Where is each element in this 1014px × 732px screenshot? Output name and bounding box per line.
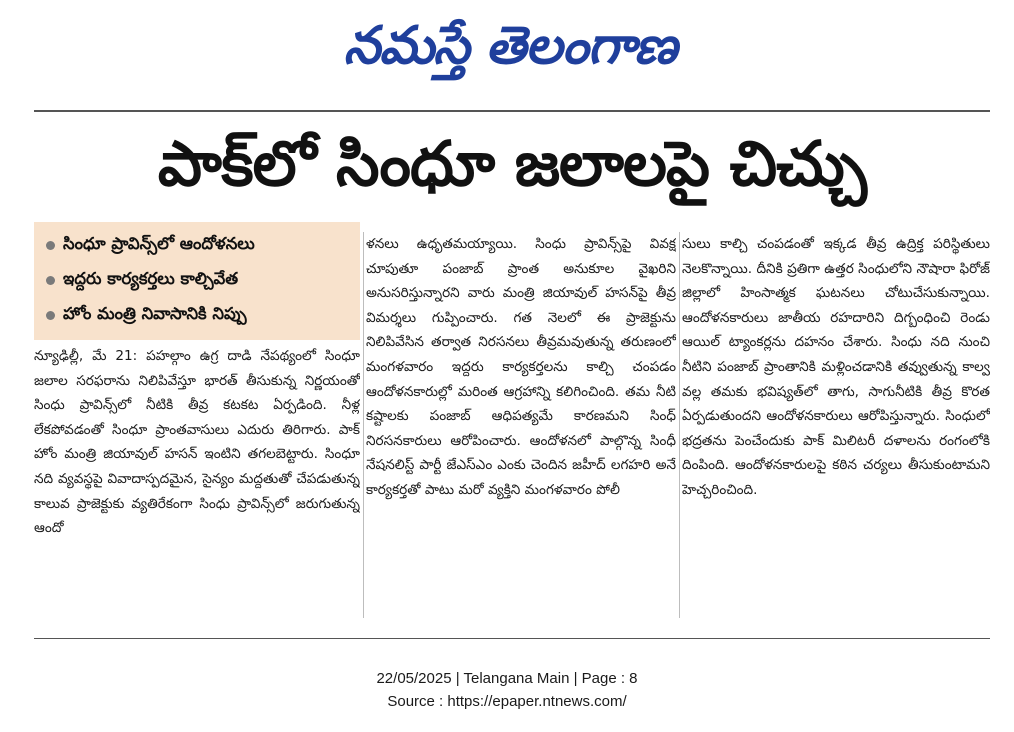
bullet-icon [46,276,55,285]
bullet-icon [46,241,55,250]
top-divider [34,110,990,112]
article-text: సులు కాల్చి చంపడంతో ఇక్కడ తీవ్ర ఉద్రిక్త పరిస్థితులు నెలకొన్నాయి. దీనికి ప్రతిగా ఉత్తర సింధులోని నౌషారా ఫిరోజ్ జిల్లాలో హింసాత్మక ఘటనలు చోటుచేసుకున్నాయి. ఆందోళనకారులు జాతీయ రహదారిని దిగ్బంధించి రెండు ఆయిల్ ట్యాంకర్లను దహనం చేశారు. సింధు నది నుంచి నీటిని పంజాబ్ ప్రాంతానికి మళ్లించడానికి తవ్వుతున్న కాల్వ వల్ల తమకు భవిష్యత్‌లో తాగు, సాగునీటికి తీవ్ర కొరత ఏర్పడుతుందని ఆందోళనకారులు ఆరోపిస్తున్నారు. సింధులో భద్రతను పెంచేందుకు పాక్ మిలిటరీ దళాలను రంగంలోకి దింపింది. ఆందోళనకారులపై కఠిన చర్యలు తీసుకుంటామని హెచ్చరించింది. [682,236,990,498]
highlight-item [42,263,352,298]
masthead-logo: నమస్తే తెలంగాణ [343,15,677,76]
highlights-box [34,222,360,340]
footer-source: Source : https://epaper.ntnews.com/ [387,693,627,710]
column-divider [363,232,364,618]
article-text: ళనలు ఉధృతమయ్యాయి. సింధు ప్రావిన్స్‌పై వివక్ష చూపుతూ పంజాబ్ ప్రాంత అనుకూల వైఖరిని అనుసరిస్తున్నారని వారు మంత్రి జియావుల్ హసన్‌పై తీవ్ర విమర్శలు గుప్పించారు. గత నెలలో ఈ ప్రాజెక్టును నిలిపివేసిన తర్వాత నిరసనలు తీవ్రమవుతున్న తరుణంలో మంగళవారం ఇద్దరు కార్యకర్తలను కాల్చి చంపడం ఆందోళనకారుల్లో మరింత ఆగ్రహాన్ని కలిగించింది. తమ నీటి కష్టాలకు పంజాబ్ ఆధిపత్యమే కారణమని సింధ్ నిరసనకారులు ఆరోపించారు. ఆందోళనలో పాల్గొన్న సింధీ నేషనలిస్ట్ పార్టీ జేఎస్ఎం ఎంకు చెందిన జహీద్ లగహరి అనే కార్యకర్తతో పాటు మరో వ్యక్తిని మంగళవారం పోలీ [366,236,676,498]
highlight-item [42,228,352,263]
highlight-item [42,298,352,333]
article-column-2 [366,232,676,618]
footer-date-page: 22/05/2025 | Telangana Main | Page : 8 [376,670,638,687]
headline: పాక్‌లో సింధూ జలాలపై చిచ్చు [157,127,867,200]
highlight-text: సింధూ ప్రావిన్స్‌లో ఆందోళనలు [63,234,255,253]
highlight-text: హోం మంత్రి నివాసానికి నిప్పు [63,304,247,323]
article-text: న్యూఢిల్లీ, మే 21: పహల్గాం ఉగ్ర దాడి నేపథ్యంలో సింధూ జలాల సరఫరాను నిలిపివేస్తూ భారత్ తీసుకున్న నిర్ణయంతో సింధు ప్రావిన్స్‌లో నీటికి తీవ్ర కటకట ఏర్పడింది. నీళ్ల లేకపోవడంతో సింధూ ప్రాంతవాసులు ఎదురు తిరిగారు. పాక్ హోం మంత్రి జియావుల్ హసన్ ఇంటిని తగలబెట్టారు. సింధూ నది వ్యవస్థపై వివాదాస్పదమైన, సైన్యం మద్దతుతో చేపడుతున్న కాలువ ప్రాజెక్టుకు వ్యతిరేకంగా సింధు ప్రావిన్స్‌లో జరుగుతున్న ఆందో [34,348,360,537]
column-divider [679,232,680,618]
article-column-1 [34,344,360,618]
bottom-divider [34,638,990,639]
highlight-text: ఇద్దరు కార్యకర్తలు కాల్చివేత [63,269,239,288]
article-column-3 [682,232,990,618]
bullet-icon [46,311,55,320]
